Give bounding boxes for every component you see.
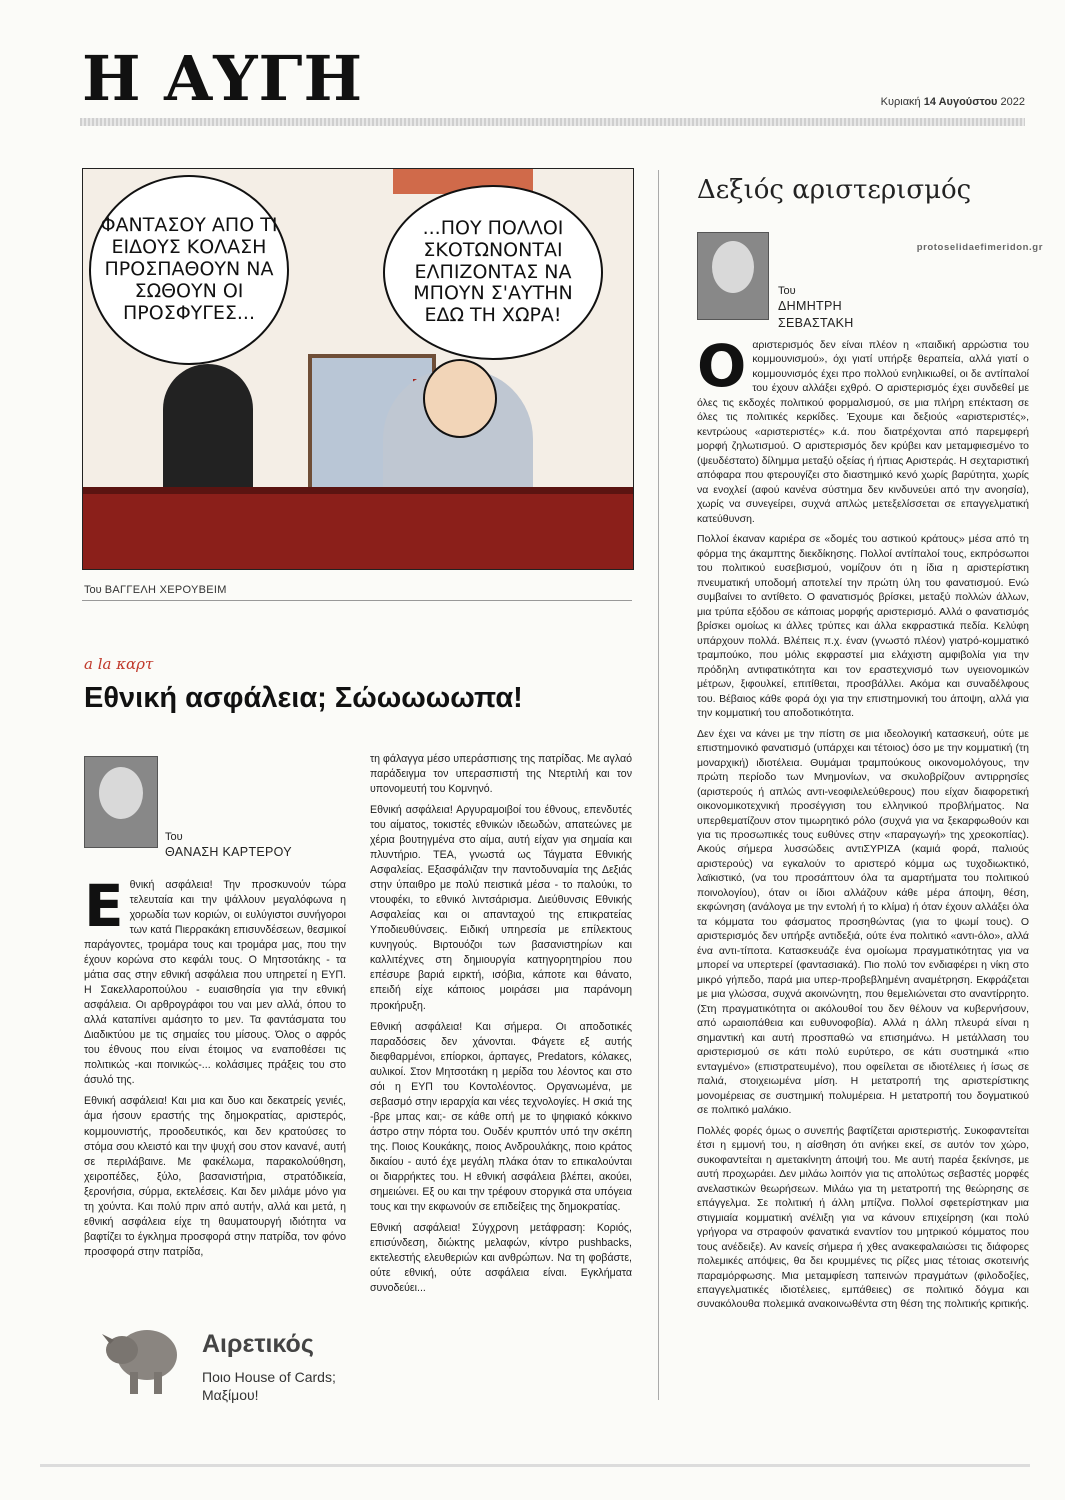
paragraph: Εθνική ασφάλεια! Και μια και δυο και δεκατρείς γενιές, άμα ήσουν εραστής της δημοκρατίας, αριστερός, κομμουνιστής, προοδευτικός, και δεν κρατούσες το στόμα σου κλειστό και την ψυχή σου στον κανανέ, αυτή σε περιλάβαινε. Με φακέλωμα, παρακολούθηση, χειροπέδες, ξύλο, βασανιστήρια, στρατόδικεία, ξερονήσια, σύρμα, εκτελέσεις. Και δεν μιλάμε μόνο για τη χούντα. Και πολύ πριν από αυτήν, αλλά και μετά, η εθνική ασφάλεια είχε τη θαυματουργή ιδιότητα να βαφτίζει το έγκλημα προσφορά στην πατρίδα, τον φόνο προσφορά στην πατρίδα, [84,1095,346,1258]
column-kicker: a la καρτ [84,655,154,673]
byline-name: ΘΑΝΑΣΗ ΚΑΡΤΕΡΟΥ [165,845,292,860]
heretic-line-2: Μαξίμου! [202,1387,259,1404]
article-column-1 [84,872,346,1266]
paragraph-text: θνική ασφάλεια! Την προσκυνούν τώρα τελευταία και την ψάλλουν μεγαλόφωνα η χορωδία των κοριών, οι ευλύγιστοι συνήγοροι των κατά Πιερρακάκη επισυνδέσεων, θεσμικοί παράγοντες, τρομάρα τους και τρομάρα μας, που την έχουν κορώνα στο κεφάλι τους. Ο Μητσοτάκης - τα μάτια σας στην εθνική ασφάλεια που υπηρετεί η ΕΥΠ. Η Σακελλαροπούλου - ευαισθησία για την εθνική ασφάλεια. Οι αρθρογράφοι του ναι μεν αλλά, όπου το αλλά καταπίνει αμάσητο το μεν. Τα φαντάσματα του Διαδικτύου με τις σημαίες του μίσους. Όλος ο αφρός του έθνους που είναι έτοιμος να εναποθέσει τις πολιτικώς -και ποινικώς-... κολάσιμες πράξεις του στο άσυλό της. [84,879,346,1087]
cartoon-man-head [423,359,497,438]
paragraph [697,332,1029,526]
date-day-month: 14 Αυγούστου [923,96,998,108]
speech-bubble-right: ...ΠΟΥ ΠΟΛΛΟΙ ΣΚΟΤΩΝΟΝΤΑΙ ΕΛΠΙΖΟΝΤΑΣ ΝΑ ΜΠΟΥΝ Σ'ΑΥΤΗΝ ΕΔΩ ΤΗ ΧΩΡΑ! [383,185,603,360]
paragraph [84,872,346,1088]
issue-date [881,96,1025,108]
byline-prefix: Του [165,831,183,843]
masthead: Η ΑΥΓΗ [82,42,364,115]
paragraph: Πολλές φορές όμως ο συνεπής βαφτίζεται αριστεριστής. Συκοφαντείται έτσι η εμμονή του, η αίσθηση ότι ανήκει εκεί, σε αυτόν τον χώρο, συκοφαντείται η αμετακίνητη άποψή του. Με αυτή παρέα ξεκίνησε, με αυτή προχωράει. Δεν μιλάω λοιπόν για τις απολύτως σεβαστές μορφές ανελαστικών θεωρήσεων. Μιλάω για τη μετατροπή της θεώρησης σε επάγγελμα. Σε πολιτική ή άλλη μπίζνα. Πολλοί σφετερίστηκαν μια στιγμιαία κομματική ανέλιξη για να κάνουν επιχείρηση (και πολύ γρήγορα να στραφούν φανατικά εναντίον του μητρικού κόμματος που τους ανέδειξε). Αν κανείς σήμερα ή χθες ανακεφαλαιώσει τις διάφορες πολεμικές απόψεις, θα δει κρυμμένες τις ρίζες μιας τέτοιας σκοτεινής παραμόρφωσης. Μια μεταμφίεση ταπεινών πραγμάτων (φιλοδοξίες, επαγγελματικές ιδιοτέλειες, εμπάθειες) σε πολιτικό δόγμα και συνακόλουθα πολεμικά ανακοινωθέντα στη θέση της πολιτικής κριτικής. [697,1124,1029,1311]
cartoon [82,168,634,570]
paragraph-text: αριστερισμός δεν είναι πλέον η «παιδική αρρώστια του κομμουνισμού», όχι γιατί υπήρξε θεραπεία, αλλά γιατί ο κομμουνισμός έχει προ πολλού ενηλικιωθεί, οι δε αντίπαλοί του έχουν αλλάξει εχθρό. Ο αριστερισμός έχει συνδεθεί με όλες τις εκδοχές πολιτικού φορμαλισμού, σε μια πλήρη επέκταση σε όλες τις πολιτικές κερκίδες. Έχουμε και δεξιούς «αριστεριστές», κεντρώους «αριστεριστές» κ.ά. που διατρέχονται από παρεμφερή μορφή ζηλωτισμού. Ο αριστερισμός δεν κρύβει καν μεταμφιεσμένο το (ψευδέστατο) δίλημμα μεταξύ οξείας ή ήπιας Αριστεράς. Η σεχταριστική απόφαρα που φτερουγίζει στο διαστημικό κενό χωρίς βαρύτητα, χωρίς να ενοχλεί (αφού κανένα σύστημα δεν κινδυνεύει από την ανοησία), χωρίς να συνεγείρει, συχνά απλώς μετεξελίσσεται σε επαγγελματική κατεύθυνση. [697,339,1029,525]
speech-bubble-left: ΦΑΝΤΑΣΟΥ ΑΠΟ ΤΙ ΕΙΔΟΥΣ ΚΟΛΑΣΗ ΠΡΟΣΠΑΘΟΥΝ ΝΑ ΣΩΘΟΥΝ ΟΙ ΠΡΟΣΦΥΓΕΣ... [89,175,289,365]
right-author-photo-face [712,241,754,293]
cartoon-credit-name: ΒΑΓΓΕΛΗ ΧΕΡΟΥΒΕΙΜ [104,584,227,596]
rhino-icon [92,1310,192,1400]
drop-cap: Ο [697,332,747,400]
right-article-body [697,332,1029,1318]
footer-rule [40,1464,1030,1467]
date-year: 2022 [1000,96,1025,108]
author-photo [84,756,158,848]
paragraph: Εθνική ασφάλεια! Και σήμερα. Οι αποδοτικές παραδόσεις δεν χάνονται. Φάγετε εξ αυτής διεφθαρμένοι, επίορκοι, άρπαγες, Predators, κόλακες, αυλικοί. Στον Μητσοτάκη η μερίδα του λέοντος και στο σόι η ΕΥΠ του Κοντολέοντος. Οργανωμένα, με σεβασμό στην ιεραρχία και νέες τεχνολογίες. Η σκιά της -βρε μπας και;- σε κάθε οπή με το ψηφιακό κόκκινο άστρο στην πόρτα του. Ουδέν κρυπτόν υπό την σκέπη της. Ποιος Κουκάκης, ποιος Ανδρουλάκης, ποιο κράτος δικαίου - αυτό έχε μεγάλη πλάκα όταν το επικαλούνται οι διαρρήκτες του. Η εθνική ασφάλεια βλέπει, ακούει, σημειώνει. Εξ ου και την τρέφουν στοργικά στα υπόγεια τους και την εκφωνούν σε επιδείξεις της δημοκρατίας. [370,1020,632,1213]
paragraph: Εθνική ασφάλεια! Αργυραμοιβοί του έθνους, επενδυτές του αίματος, τοκιστές εθνικών ιδεωδών, απατεώνες με χέρια βουτηγμένα στο αίμα, αυτή είχαν για σημαία και πλυντήριο. ΤΕΑ, γνωστά ως Τάγματα Εθνικής Ασφαλείας. Εξασφάλιζαν την παντοδυναμία της Δεξιάς στην ύπαιθρο με πολύ πειστικά μέσα - το παλούκι, το ντουφέκι, το εθνικό λιντσάρισμα. Διεύθυνσις Εθνικής Ασφαλείας και οι απανταχού της επικρατείας Υποδιευθύνσεις. Ειδική υπηρεσία με επίλεκτους κυνηγούς. Βιρτουόζοι των βασανιστηρίων και καλλιτέχνες στη δημιουργία κατηγορητηρίου που επέσυρε βαριά ειρκτή, ισόβια, κάποτε και θάνατο, επειδή είχε κάποιος μοιράσει μια παράνομη προκήρυξη. [370,804,632,1012]
heretic-line-1: Ποιο House of Cards; [202,1369,336,1385]
right-byline-name-1: ΔΗΜΗΤΡΗ [778,299,842,314]
heretic-title: Αιρετικός [202,1330,314,1358]
heretic-text [202,1368,336,1404]
article-column-2 [370,752,632,1302]
column-divider [658,170,659,1400]
cartoon-credit [84,584,227,596]
article-headline: Εθνική ασφάλεια; Σώωωωωπα! [84,682,523,714]
right-article-title: Δεξιός αριστερισμός [697,175,972,205]
paragraph: Δεν έχει να κάνει με την πίστη σε μια ιδεολογική κατασκευή, ούτε με επιστημονικό φανατισμό (υπάρχει και τέτοιος) όσο με την κομματική (τη μοναρχική) ιδιοτέλεια. Θυμάμαι τραμπούκους οικονομολόγους, την πρώτη περίοδο των Μνημονίων, να σκυλοβρίζουν αντιρρησίες (αριστερούς ή απλώς αντι-νεοφιλελεύθερους) που είχαν διαφορετική οικονομικοτεχνική προσέγγιση του ελληνικού προβλήματος. Να υπερθεματίζουν στον τιμωρητικό ρόλο (συχνά για να ξεκαρφωθούν και για τις προσωπικές τους ευθύνες στην «παραγωγή» της χρεοκοπίας). Ακούς σήμερα λυσσώδεις αντιΣΥΡΙΖΑ (καμιά φορά, παλιούς αριστερούς) να εγκαλούν το αριστερό κόμμα ως τυχοδιωκτικό, λαϊκιστικό, (να του προσάπτουν όλα τα αμαρτήματα του πολιτικού ποινολογίου), όταν οι ίδιοι αλλάζουν κάθε μέρα άποψη, θέση, εκφώνηση (ανάλογα με την εντολή ή το κλίμα) ή όταν έχουν αλλάξει όλα τα κόμματα του φάσματος προσηθώντας (για το ψωμί τους). Ο αριστερισμός δεν υπήρξε αντιδεξιά, ούτε ένα πολιτικό «αντι-όλο», αλλά ένα αντι-τίποτα. Κατασκευάζε ένα ομοίωμα πραγματικότητας για να μπορεί να υπερτερεί (φαντασιακά). Πιο πολύ τον ενδιαφέρει η νίκη στο μικρό γήπεδο, παρά μια υπερ-προβεβλημένη αναμέτρηση. Εκφράζεται με μια γλώσσα, συχνά ακοινώνητη, που θεμελιώνεται στο αναντίρρητο. (Στη πραγματικότητα οι ακόλουθοί του δεν θέλουν να κυβερνήσουν, από ωραιοπάθεια και ευθυνοφοβία). Αλλά η άλλη πλευρά είναι η σημαντική και αυτή προσπαθώ να επισημάνω. Η μετάλλαση του αριστερισμού σε κάτι πολύ ευρύτερο, σε κάτι συστημικά «πιο ενταγμένο» (επιστρατευμένο), που οφείλεται σε ιδιοτέλειες ή ίσως σε παλιά, στοιχειωμένα μίση. Η μετατροπή της αριστερίστικης μονομέρειας σε συστημική πολυμέρεια. Η μετατροπή του δογματικού σε πολιτικό μαλάκιο. [697,727,1029,1117]
paragraph: Εθνική ασφάλεια! Σύγχρονη μετάφραση: Κοριός, επισύνδεση, διώκτης μελαφών, κίντρο pushbacks, εκτελεστής ελευθεριών και ανθρώπων. Να τη φοβάστε, ούτε εθνική, ούτε ασφάλεια είναι. Εγκλήματα συνοδεύει... [370,1221,632,1295]
right-article-byline [778,284,854,331]
cartoon-credit-prefix: Του [84,584,102,596]
heretic-box [82,1300,632,1410]
author-photo-face [99,767,143,819]
article-byline [165,830,292,861]
header-rule [80,118,1025,126]
right-byline-name-2: ΣΕΒΑΣΤΑΚΗ [778,315,854,330]
paragraph: Πολλοί έκαναν καριέρα σε «δομές του αστικού κράτους» μέσα από τη φόρμα της άκαμπτης διεκδίκησης. Πολλοί αντίπαλοί τους, εκπρόσωποι του πολιτικού ευσεβισμού, νομίζουν ότι η ίδια η αριστερίστικη πνευματική υποδομή αποτελεί την πρώτη ύλη του φανατισμού. Ενώ συμβαίνει το αντίθετο. Ο φανατισμός βρίσκει, μεταξύ πολλών άλλων, μια τρύπα εξόδου σε κάποιας μορφής αριστερισμό. Αλλά ο φανατισμός βρίσκει ομοίως κι άλλες τρύπες και άλλα εκφραστικά πεδία. Κελύφη υπάρχουν πολλά. Βλέπεις π.χ. έναν (γνωστό πλέον) γιατρό-κομματικό τραμπούκο, που μόλις εκφραστεί μια ελάχιστη αμφιβολία για την πρόδηλη αντιφατικότητα και τον εραστεχνισμό των υγειονομικών μέτρων, ξιφουλκεί, επιτίθεται, προσβάλλει. Ακόμα και συναδέλφους του. Βέβαιος κάθε φορά όχι για την επιστημονική του άποψη, αλλά για την κομματική του αποδοτικότητα. [697,533,1029,720]
date-weekday: Κυριακή [880,96,921,108]
cartoon-balcony [83,494,633,569]
section-divider [82,600,632,601]
right-author-photo [697,232,769,320]
right-byline-prefix: Του [778,285,796,297]
watermark: protoselidaefimeridon.gr [916,242,1043,253]
drop-cap: Ε [84,872,124,940]
paragraph: τη φάλαγγα μέσο υπεράσπισης της πατρίδας. Με αγλαό παράδειγμα τον υπερασπιστή της Ντερτιλή και τον υπονομευτή του Κομνηνό. [370,753,632,796]
